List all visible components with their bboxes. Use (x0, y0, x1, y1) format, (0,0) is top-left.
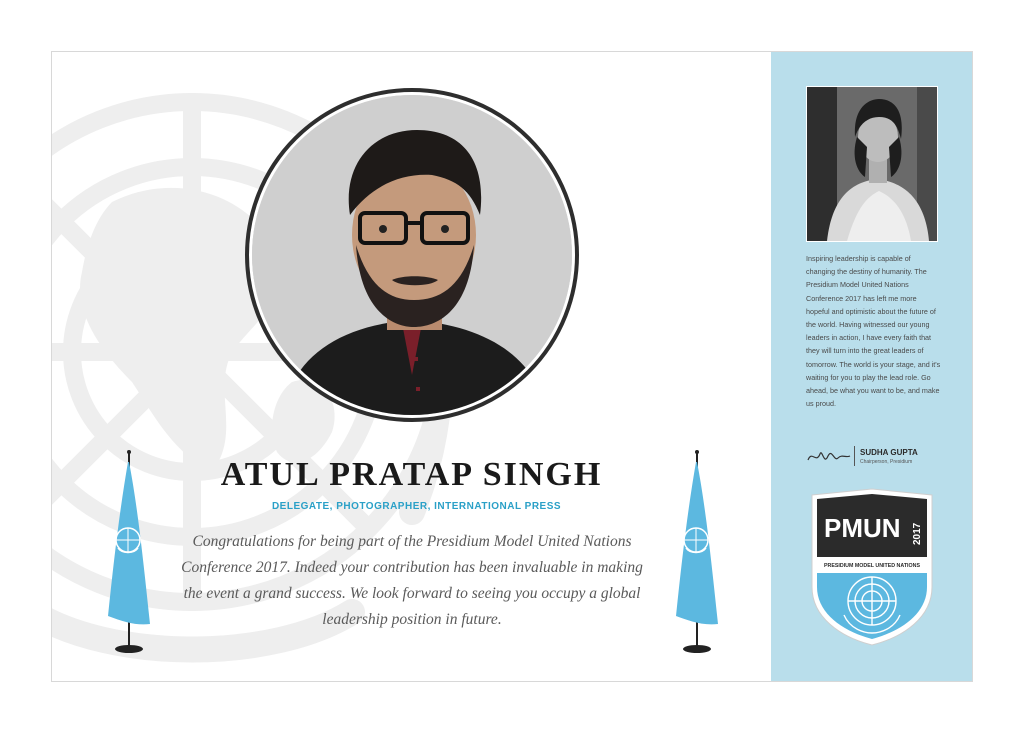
pmun-badge-logo (808, 487, 936, 647)
badge-subtitle: PRESIDIUM MODEL UNITED NATIONS (823, 563, 921, 569)
delegate-portrait (252, 95, 572, 415)
badge-year: 2017 (912, 522, 923, 545)
signature-block (806, 444, 956, 468)
chairperson-photo (806, 86, 938, 242)
delegate-name: ATUL PRATAP SINGH (220, 456, 603, 493)
delegate-roles: DELEGATE, PHOTOGRAPHER, INTERNATIONAL PRESS (271, 501, 562, 512)
certificate-card (51, 51, 973, 682)
badge-title: PMUN (824, 513, 901, 543)
congratulation-message: Congratulations for being part of the Presidium Model United Nations Conference 2017. Indeed your contribution has been invaluable in making the event a grand success. We look forward to seeing you occupy a global leadership position in future. (181, 533, 643, 628)
un-flag-right-icon (672, 448, 722, 658)
signature-divider (854, 446, 855, 466)
certificate-main-panel (52, 52, 771, 681)
signatory-name: SUDHA GUPTA (860, 448, 918, 457)
chairperson-photo-illustration (807, 87, 937, 241)
chairperson-quote: Inspiring leadership is capable of changing the destiny of humanity. The Presidium Model United Nations Conference 2017 has left me more hopeful and optimistic about the future of the world. Having witnessed our young leaders in action, I have every faith that they will turn into the great leaders of tomorrow. The world is your stage, and it's waiting for you to play the lead role. Go ahead, be what you want to be, and make us proud. (806, 254, 941, 409)
un-flag-left-icon (104, 448, 154, 658)
signatory-title: Chairperson, Presidium (860, 459, 913, 465)
chairperson-sidebar (771, 52, 972, 681)
signature-scribble (806, 444, 852, 468)
delegate-portrait-illustration (252, 95, 572, 415)
